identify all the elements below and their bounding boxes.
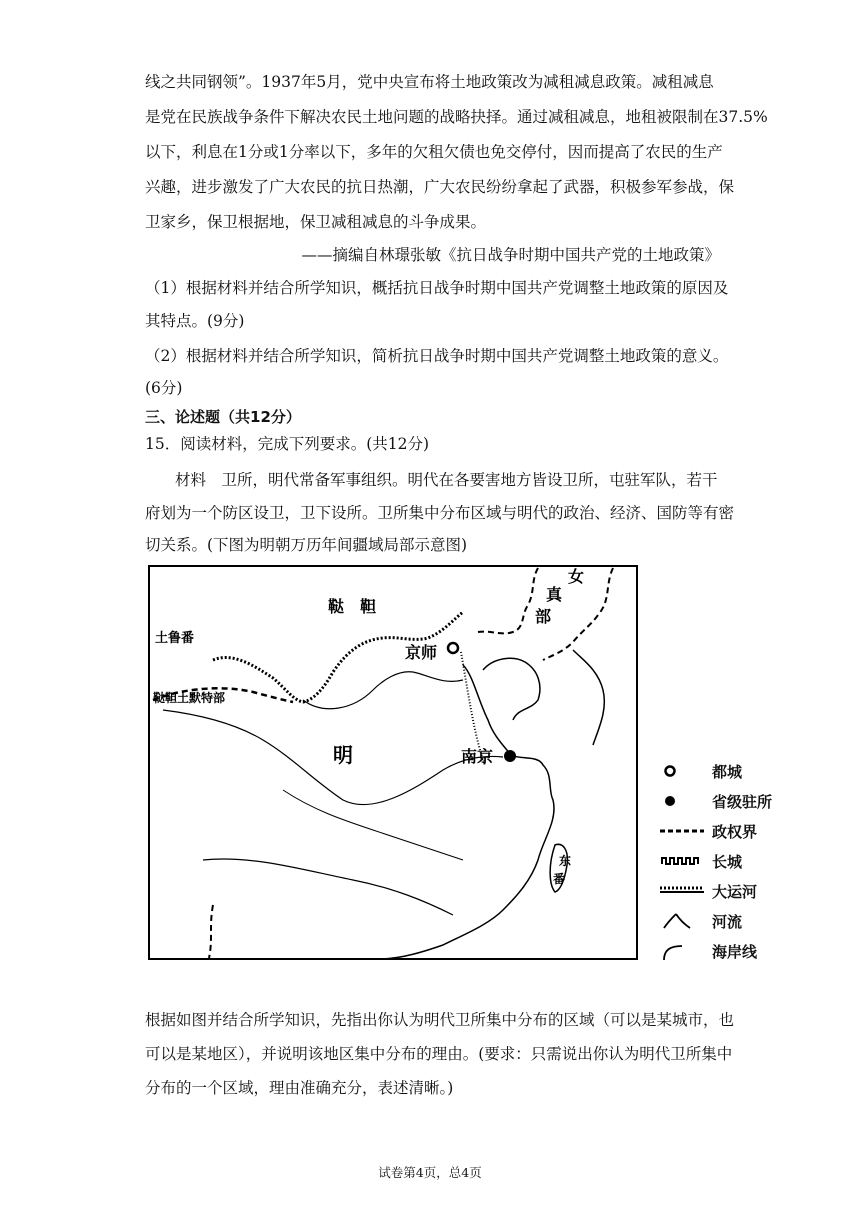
map-label-dongfan-1: 东 — [559, 854, 572, 868]
legend-item-river: 河流 — [660, 910, 850, 932]
map-label-nvzhen-2: 真 — [546, 585, 563, 604]
question-1-line-1: （1）根据材料并结合所学知识，概括抗日战争时期中国共产党调整土地政策的原因及 — [145, 279, 729, 297]
ming-territory-map — [143, 560, 643, 965]
material-line-1: 线之共同钢领”。1937年5月，党中央宣布将土地政策改为减租减息政策。减租减息 — [145, 73, 714, 91]
section-heading: 三、论述题（共12分） — [145, 408, 301, 426]
material-line-3: 以下，利息在1分或1分率以下，多年的欠租欠债也免交停付，因而提高了农民的生产 — [145, 143, 723, 161]
legend-item-grand-canal: 大运河 — [660, 880, 850, 902]
grand-canal-icon — [660, 880, 704, 902]
capital-circle-icon — [660, 760, 704, 782]
capital-marker — [448, 643, 458, 653]
map-label-nanjing: 南京 — [461, 747, 494, 766]
river-icon — [660, 910, 704, 932]
material-line-4: 兴趣，进步激发了广大农民的抗日热潮，广大农民纷纷拿起了武器，积极参军参战，保 — [145, 178, 735, 196]
q15-material-line-3: 切关系。(下图为明朝万历年间疆域局部示意图) — [145, 536, 468, 554]
question-15-stem: 15．阅读材料，完成下列要求。(共12分) — [145, 435, 430, 453]
map-label-nvzhen-1: 女 — [568, 567, 585, 586]
coastline-icon — [660, 940, 704, 962]
answer-prompt-line-2: 可以是某地区），并说明该地区集中分布的理由。(要求：只需说出你认为明代卫所集中 — [145, 1045, 733, 1063]
map-label-dongfan-2: 番 — [553, 872, 566, 886]
map-label-ming: 明 — [333, 743, 353, 767]
question-2-line-2: (6分) — [145, 379, 183, 397]
map-legend — [660, 760, 850, 965]
map-label-dada: 鞑 靼 — [328, 597, 377, 616]
legend-item-coastline: 海岸线 — [660, 940, 850, 962]
map-label-dadatumote: 鞑靼土默特部 — [153, 691, 226, 705]
map-frame — [149, 566, 637, 959]
q15-material-line-1: 材料 卫所，明代常备军事组织。明代在各要害地方皆设卫所，屯驻军队，若干 — [175, 471, 718, 489]
map-label-tulufan: 土鲁番 — [155, 631, 195, 646]
citation: ——摘编自林璟张敏《抗日战争时期中国共产党的土地政策》 — [301, 246, 720, 264]
page-footer: 试卷第4页，总4页 — [378, 1165, 482, 1180]
dashed-border-icon — [660, 820, 704, 842]
answer-prompt-line-3: 分布的一个区域，理由准确充分，表述清晰。) — [145, 1079, 454, 1097]
answer-prompt-line-1: 根据如图并结合所学知识，先指出你认为明代卫所集中分布的区域（可以是某城市，也 — [145, 1011, 735, 1029]
q15-material-line-2: 府划为一个防区设卫，卫下设所。卫所集中分布区域与明代的政治、经济、国防等有密 — [145, 504, 735, 522]
map-label-nvzhen-3: 部 — [535, 607, 552, 626]
legend-item-capital: 都城 — [660, 760, 850, 782]
nanjing-marker — [504, 750, 516, 762]
material-line-2: 是党在民族战争条件下解决农民土地问题的战略抉择。通过减租减息，地租被限制在37.5% — [145, 108, 768, 126]
provincial-dot-icon — [660, 790, 704, 812]
great-wall-icon — [660, 850, 704, 872]
legend-item-border: 政权界 — [660, 820, 850, 842]
question-2-line-1: （2）根据材料并结合所学知识，简析抗日战争时期中国共产党调整土地政策的意义。 — [145, 347, 729, 365]
map-label-jingshi: 京师 — [405, 643, 438, 662]
question-1-line-2: 其特点。(9分) — [145, 312, 245, 330]
material-line-5: 卫家乡，保卫根据地，保卫减租减息的斗争成果。 — [145, 213, 487, 231]
legend-item-great-wall: 长城 — [660, 850, 850, 872]
legend-item-provincial: 省级驻所 — [660, 790, 850, 812]
